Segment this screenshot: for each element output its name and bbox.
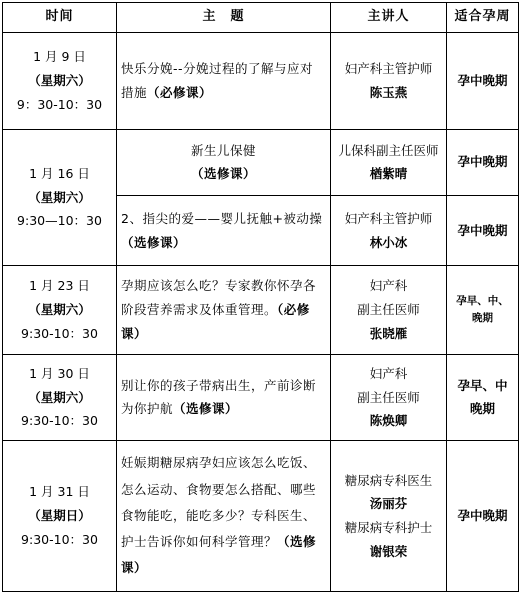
period-line: 孕早、中 (457, 377, 508, 393)
speaker-title: 副主任医师 (357, 302, 420, 318)
topic-text: 快乐分娩--分娩过程的了解与应对措施 (121, 61, 314, 100)
table-row (3, 266, 519, 354)
speaker-name: 汤丽芬 (369, 496, 408, 512)
topic-text: 2、指尖的爱——婴儿抚触+被动操 (121, 210, 323, 226)
period-cell: 孕中晚期 (447, 441, 519, 592)
session-date: 1 月 30 日 (29, 365, 90, 381)
period-cell: 孕中晚期 (447, 33, 519, 129)
course-tag: （必修课） (147, 84, 213, 100)
topic-text: 孕期应该怎么吃？专家教你怀孕各阶段营养需求及体重管理。 (121, 278, 317, 318)
speaker-name: 张晓雁 (369, 325, 408, 341)
period-line: 孕早、中、 (456, 295, 509, 308)
header-speaker: 主讲人 (331, 3, 447, 33)
schedule-table (2, 2, 519, 592)
session-time: 9:30-10：30 (21, 325, 98, 341)
speaker-dept: 妇产科 (369, 365, 408, 381)
header-row (3, 3, 519, 33)
speaker-title: 妇产科主管护师 (344, 61, 433, 77)
speaker-title: 糖尿病专科护士 (344, 520, 433, 536)
speaker-cell (331, 354, 447, 440)
period-cell: 孕中晚期 (447, 129, 519, 195)
session-time: 9:30-10：30 (21, 531, 98, 547)
table-row (3, 441, 519, 592)
speaker-cell (331, 129, 447, 195)
topic-text: 新生儿保健 (190, 142, 256, 158)
speaker-name: 楢紫晴 (369, 166, 408, 182)
time-cell (3, 33, 117, 129)
time-cell (3, 129, 117, 266)
period-line: 晚期 (469, 401, 495, 417)
topic-text: 妊娠期糖尿病孕妇应该怎么吃饭、怎么运动、食物要怎么搭配、哪些食物能吃，能吃多少？专科医生、护士告诉你如何科学管理？ (121, 455, 317, 550)
session-weekday: （星期六） (28, 189, 91, 205)
period-line: 晚期 (472, 312, 493, 325)
speaker-cell (331, 441, 447, 592)
course-tag: （选修课） (121, 534, 317, 576)
header-time: 时间 (3, 3, 117, 33)
topic-cell (117, 354, 331, 440)
session-date: 1 月 23 日 (29, 278, 90, 294)
topic-cell (117, 129, 331, 195)
session-time: 9：30-10：30 (16, 96, 103, 112)
topic-cell (117, 195, 331, 265)
session-time: 9:30—10：30 (17, 213, 102, 229)
header-topic: 主 题 (117, 3, 331, 33)
session-weekday: （星期六） (28, 389, 91, 405)
time-cell (3, 354, 117, 440)
topic-text: 别让你的孩子带病出生，产前诊断为你护航 (121, 377, 317, 417)
session-time: 9:30-10：30 (21, 413, 98, 429)
speaker-title: 儿保科副主任医师 (338, 142, 439, 158)
speaker-title: 糖尿病专科医生 (344, 472, 433, 488)
header-period: 适合孕周 (447, 3, 519, 33)
speaker-name: 陈玉燕 (369, 84, 408, 100)
speaker-name: 陈焕卿 (369, 413, 408, 429)
course-tag: （选修课） (173, 401, 239, 417)
speaker-dept: 妇产科 (369, 278, 408, 294)
session-weekday: （星期六） (28, 302, 91, 318)
course-tag: （必修课） (121, 302, 310, 341)
topic-cell (117, 33, 331, 129)
time-cell (3, 441, 117, 592)
topic-cell (117, 266, 331, 354)
speaker-cell (331, 266, 447, 354)
speaker-cell (331, 33, 447, 129)
time-cell (3, 266, 117, 354)
table-row (3, 33, 519, 129)
session-date: 1 月 9 日 (33, 49, 86, 65)
topic-cell (117, 441, 331, 592)
speaker-title: 妇产科主管护师 (344, 210, 433, 226)
speaker-name: 林小冰 (369, 234, 408, 250)
speaker-cell (331, 195, 447, 265)
speaker-title: 副主任医师 (357, 389, 420, 405)
period-cell (447, 354, 519, 440)
speaker-name: 谢银荣 (369, 543, 408, 559)
period-cell (447, 266, 519, 354)
course-tag: （选修课） (121, 234, 187, 250)
period-cell: 孕中晚期 (447, 195, 519, 265)
session-date: 1 月 31 日 (29, 484, 90, 500)
session-date: 1 月 16 日 (29, 165, 90, 181)
session-weekday: （星期六） (28, 73, 91, 88)
session-weekday: （星期日） (28, 508, 91, 524)
course-tag: （选修课） (190, 166, 256, 182)
table-row (3, 129, 519, 195)
table-row (3, 354, 519, 440)
